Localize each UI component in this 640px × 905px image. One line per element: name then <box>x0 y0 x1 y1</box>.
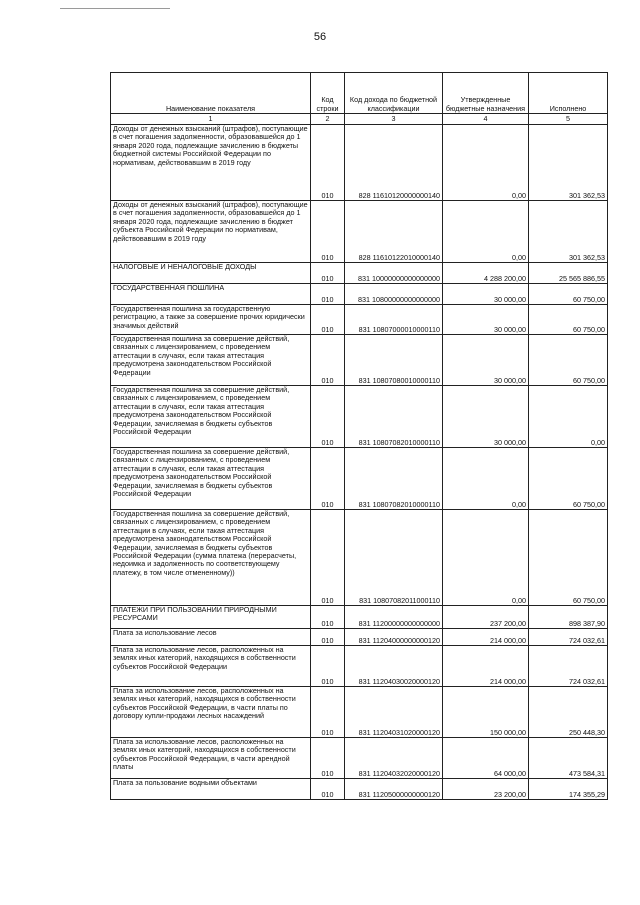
budget-classification-code: 828 11610122010000140 <box>345 201 443 263</box>
header-name: Наименование показателя <box>111 73 311 114</box>
executed-amount: 60 750,00 <box>529 305 608 335</box>
approved-amount: 214 000,00 <box>443 629 529 646</box>
table-row <box>111 448 608 510</box>
table-row <box>111 305 608 335</box>
executed-amount: 25 565 886,55 <box>529 263 608 284</box>
indicator-name: НАЛОГОВЫЕ И НЕНАЛОГОВЫЕ ДОХОДЫ <box>111 263 311 284</box>
line-code: 010 <box>311 629 345 646</box>
executed-amount: 0,00 <box>529 386 608 448</box>
scan-edge-mark <box>60 8 170 9</box>
approved-amount: 30 000,00 <box>443 335 529 386</box>
approved-amount: 150 000,00 <box>443 687 529 738</box>
line-code: 010 <box>311 305 345 335</box>
column-number: 5 <box>529 114 608 125</box>
line-code: 010 <box>311 125 345 201</box>
table-row <box>111 284 608 305</box>
budget-classification-code: 831 11204031020000120 <box>345 687 443 738</box>
line-code: 010 <box>311 738 345 779</box>
line-code: 010 <box>311 510 345 606</box>
indicator-name: ПЛАТЕЖИ ПРИ ПОЛЬЗОВАНИИ ПРИРОДНЫМИ РЕСУРСАМИ <box>111 606 311 629</box>
column-number: 3 <box>345 114 443 125</box>
line-code: 010 <box>311 201 345 263</box>
indicator-name: Государственная пошлина за совершение действий, связанных с лицензированием, с проведением аттестации в случаях, если такая аттестация предусмотрена законодательством Российской Федерации, зачисляемая в бюджеты субъектов Российской Федерации <box>111 448 311 510</box>
indicator-name: Государственная пошлина за совершение действий, связанных с лицензированием, с проведением аттестации в случаях, если такая аттестация предусмотрена законодательством Российской Федерации, зачисляемая в бюджеты субъектов Российской Федерации (сумма платежа (перерасчеты, недоимка и задолженность по соответствующему платежу, в том числе отмененному)) <box>111 510 311 606</box>
budget-classification-code: 831 11200000000000000 <box>345 606 443 629</box>
table-row <box>111 386 608 448</box>
executed-amount: 250 448,30 <box>529 687 608 738</box>
budget-classification-code: 831 10807082010000110 <box>345 386 443 448</box>
header-executed: Исполнено <box>529 73 608 114</box>
column-number: 1 <box>111 114 311 125</box>
executed-amount: 473 584,31 <box>529 738 608 779</box>
table-row <box>111 779 608 800</box>
indicator-name: Плата за использование лесов, расположенных на землях иных категорий, находящихся в собственности субъектов Российской Федерации, в части арендной платы <box>111 738 311 779</box>
header-row <box>111 73 608 114</box>
header-approved: Утвержденные бюджетные назначения <box>443 73 529 114</box>
header-budget-code: Код дохода по бюджетной классификации <box>345 73 443 114</box>
approved-amount: 0,00 <box>443 125 529 201</box>
indicator-name: Плата за пользование водными объектами <box>111 779 311 800</box>
line-code: 010 <box>311 284 345 305</box>
approved-amount: 214 000,00 <box>443 646 529 687</box>
executed-amount: 724 032,61 <box>529 646 608 687</box>
budget-classification-code: 831 10807080010000110 <box>345 335 443 386</box>
table-row <box>111 125 608 201</box>
revenue-table <box>110 72 608 800</box>
budget-classification-code: 831 11204000000000120 <box>345 629 443 646</box>
executed-amount: 60 750,00 <box>529 510 608 606</box>
approved-amount: 64 000,00 <box>443 738 529 779</box>
indicator-name: Государственная пошлина за государственную регистрацию, а также за совершение прочих юридически значимых действий <box>111 305 311 335</box>
table-row <box>111 510 608 606</box>
indicator-name: Плата за использование лесов, расположенных на землях иных категорий, находящихся в собственности субъектов Российской Федерации, в части платы по договору купли-продажи лесных насаждений <box>111 687 311 738</box>
budget-classification-code: 831 11204030020000120 <box>345 646 443 687</box>
approved-amount: 23 200,00 <box>443 779 529 800</box>
table-row <box>111 263 608 284</box>
column-number-row <box>111 114 608 125</box>
indicator-name: ГОСУДАРСТВЕННАЯ ПОШЛИНА <box>111 284 311 305</box>
executed-amount: 60 750,00 <box>529 335 608 386</box>
executed-amount: 301 362,53 <box>529 201 608 263</box>
table-row <box>111 629 608 646</box>
indicator-name: Доходы от денежных взысканий (штрафов), поступающие в счет погашения задолженности, образовавшейся до 1 января 2020 года, подлежащие зачислению в бюджеты бюджетной системы Российской Федерации по нормативам, действовавшим в 2019 году <box>111 125 311 201</box>
table-row <box>111 687 608 738</box>
line-code: 010 <box>311 448 345 510</box>
executed-amount: 60 750,00 <box>529 448 608 510</box>
line-code: 010 <box>311 386 345 448</box>
line-code: 010 <box>311 687 345 738</box>
line-code: 010 <box>311 263 345 284</box>
approved-amount: 4 288 200,00 <box>443 263 529 284</box>
executed-amount: 301 362,53 <box>529 125 608 201</box>
budget-classification-code: 831 10807000010000110 <box>345 305 443 335</box>
line-code: 010 <box>311 779 345 800</box>
page-number: 56 <box>313 31 327 43</box>
line-code: 010 <box>311 606 345 629</box>
approved-amount: 0,00 <box>443 510 529 606</box>
budget-classification-code: 831 11204032020000120 <box>345 738 443 779</box>
budget-classification-code: 831 11205000000000120 <box>345 779 443 800</box>
budget-classification-code: 831 10000000000000000 <box>345 263 443 284</box>
approved-amount: 30 000,00 <box>443 284 529 305</box>
table-row <box>111 646 608 687</box>
approved-amount: 30 000,00 <box>443 386 529 448</box>
line-code: 010 <box>311 646 345 687</box>
indicator-name: Плата за использование лесов, расположенных на землях иных категорий, находящихся в собственности субъектов Российской Федерации <box>111 646 311 687</box>
table-row <box>111 738 608 779</box>
column-number: 2 <box>311 114 345 125</box>
column-number: 4 <box>443 114 529 125</box>
indicator-name: Плата за использование лесов <box>111 629 311 646</box>
table-row <box>111 335 608 386</box>
executed-amount: 60 750,00 <box>529 284 608 305</box>
executed-amount: 724 032,61 <box>529 629 608 646</box>
table-row <box>111 606 608 629</box>
approved-amount: 0,00 <box>443 201 529 263</box>
budget-classification-code: 831 10800000000000000 <box>345 284 443 305</box>
table-row <box>111 201 608 263</box>
approved-amount: 237 200,00 <box>443 606 529 629</box>
line-code: 010 <box>311 335 345 386</box>
approved-amount: 30 000,00 <box>443 305 529 335</box>
approved-amount: 0,00 <box>443 448 529 510</box>
budget-classification-code: 831 10807082011000110 <box>345 510 443 606</box>
budget-classification-code: 828 11610120000000140 <box>345 125 443 201</box>
executed-amount: 174 355,29 <box>529 779 608 800</box>
indicator-name: Государственная пошлина за совершение действий, связанных с лицензированием, с проведением аттестации в случаях, если такая аттестация предусмотрена законодательством Российской Федерации, зачисляемая в бюджеты субъектов Российской Федерации <box>111 386 311 448</box>
executed-amount: 898 387,90 <box>529 606 608 629</box>
indicator-name: Государственная пошлина за совершение действий, связанных с лицензированием, с проведением аттестации в случаях, если такая аттестация предусмотрена законодательством Российской Федерации <box>111 335 311 386</box>
header-code: Код строки <box>311 73 345 114</box>
indicator-name: Доходы от денежных взысканий (штрафов), поступающие в счет погашения задолженности, образовавшейся до 1 января 2020 года, подлежащие зачислению в бюджет субъекта Российской Федерации по нормативам, действовавшим в 2019 году <box>111 201 311 263</box>
budget-classification-code: 831 10807082010000110 <box>345 448 443 510</box>
